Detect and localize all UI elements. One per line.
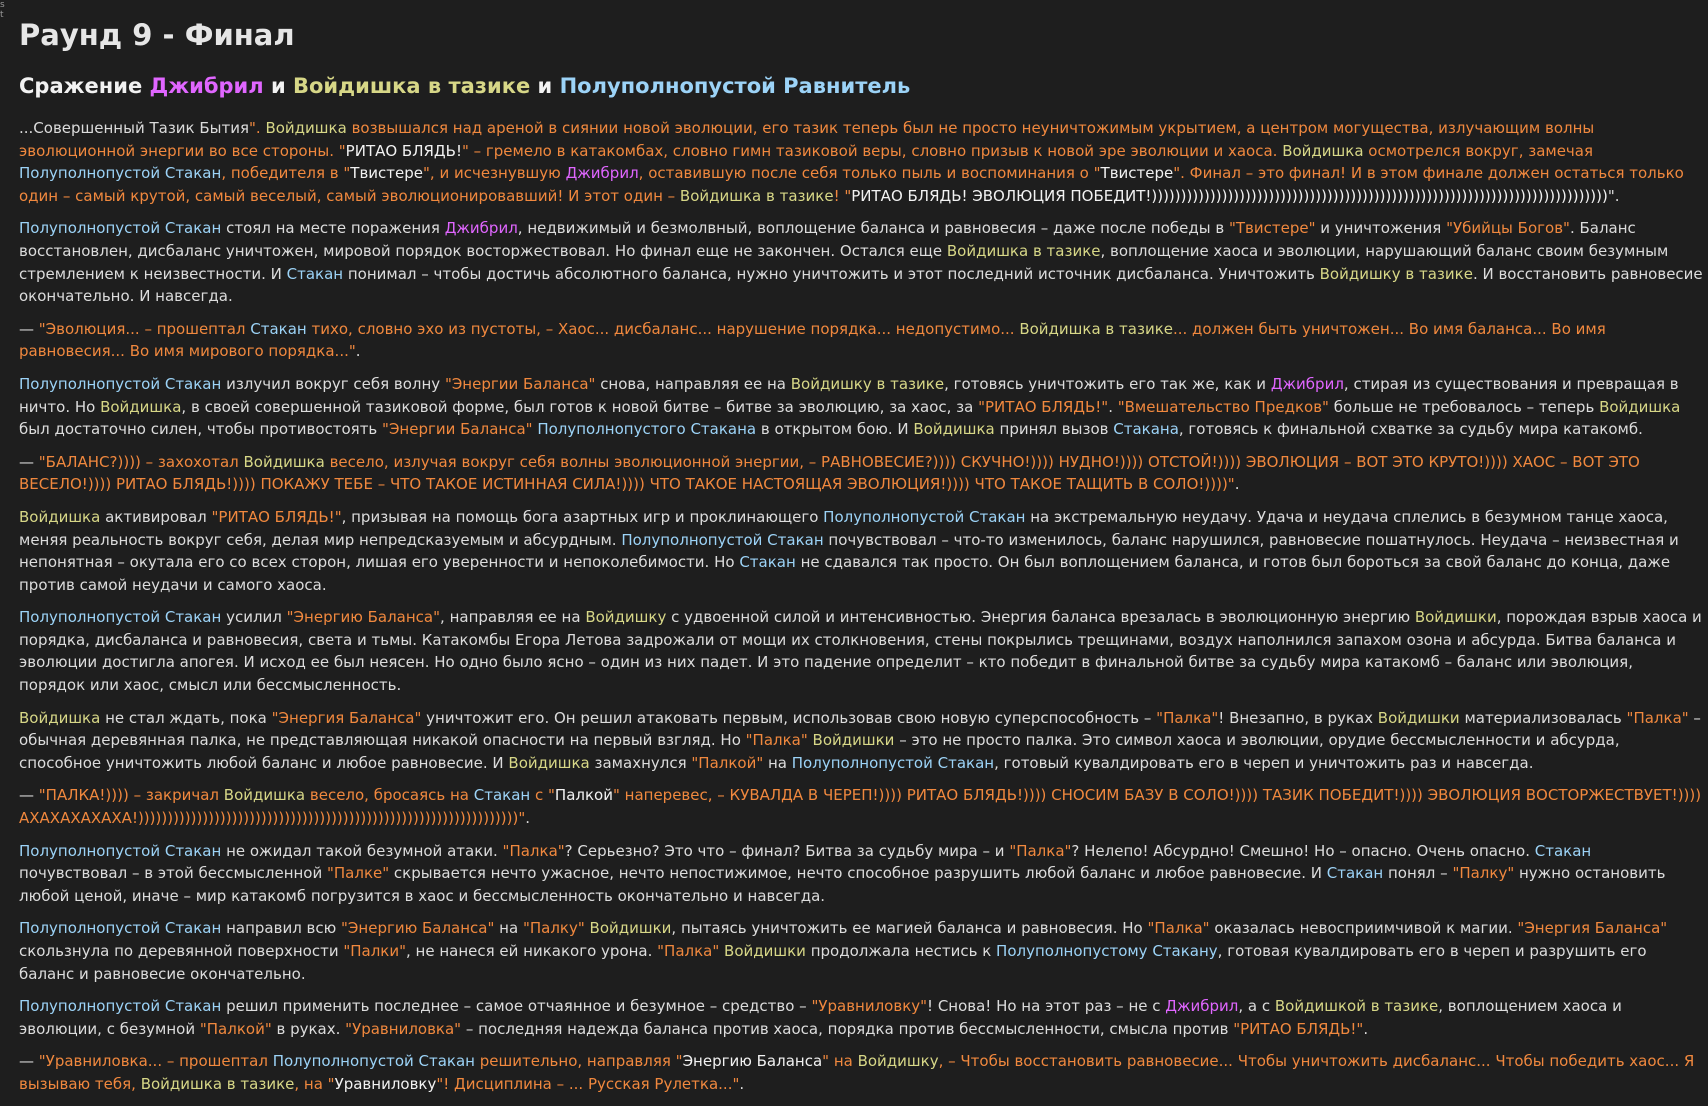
story-paragraph — [19, 1050, 1703, 1095]
text-segment: весело, бросаясь на — [305, 786, 474, 805]
story-paragraph — [19, 318, 1703, 363]
text-segment: Войдишка в тазике — [946, 241, 1101, 260]
text-segment: РИТАО БЛЯДЬ! — [345, 141, 462, 160]
text-segment: был достаточно силен, чтобы противостоять — [19, 420, 383, 439]
text-segment: "Палка" — [1156, 708, 1219, 727]
text-segment: , направляя ее на — [440, 608, 586, 627]
text-segment: Уравниловку — [334, 1074, 437, 1093]
text-segment: Войдишка — [223, 786, 306, 805]
text-segment: Войдишка — [19, 507, 101, 526]
text-segment: – обычная деревянная палка, не представляющая никакой опасности на первый взгляд. Но — [19, 708, 1701, 750]
text-segment: "РИТАО БЛЯДЬ!" — [1233, 1019, 1364, 1038]
text-segment: "Энергию Баланса" — [341, 919, 495, 938]
text-segment: оказалась невосприимчивой к магии. — [1209, 919, 1518, 938]
text-segment: Джибрил — [444, 219, 518, 238]
text-segment: . И восстановить равновесие окончательно. И навсегда. — [19, 264, 1703, 306]
text-segment: " на — [822, 1052, 858, 1071]
text-segment: "Энергии Баланса" — [444, 374, 596, 393]
text-segment: – это не просто палка. Это символ хаоса и эволюции, орудие бессмысленности и абсурда, способное уничтожить любой баланс и любое равновесие. И — [19, 731, 1620, 772]
corner-mark: s t — [0, 0, 5, 20]
text-segment: Джибрил — [149, 74, 264, 98]
text-segment: ". — [1607, 186, 1620, 205]
text-segment: ! " — [833, 186, 852, 205]
text-segment: . Баланс восстановлен, дисбаланс уничтожен, мировой порядок восторжествовал. Но финал еще не закончен. Остался еще — [19, 219, 1636, 260]
text-segment: "Палки" — [343, 942, 407, 960]
text-segment: , готовый кувалдировать его в череп и уничтожить раз и навсегда. — [994, 753, 1534, 772]
story-paragraph — [19, 995, 1703, 1040]
text-segment: ? Серьезно? Это что – финал? Битва за судьбу мира – и — [564, 841, 1010, 860]
text-segment: , призывая на помощь бога азартных игр и проклинающего — [341, 507, 824, 526]
text-segment: продолжала нестись к — [805, 942, 997, 960]
text-segment: . — [1108, 397, 1118, 416]
text-segment: усилил — [221, 608, 287, 627]
story-paragraph — [19, 707, 1703, 775]
text-segment: ... должен быть уничтожен... Во имя баланса... Во имя равновесия... Во имя мирового порядка..." — [19, 319, 1606, 361]
text-segment: Войдишку в тазике — [790, 374, 945, 393]
text-segment: Стакан — [739, 553, 796, 572]
text-segment: осмотрелся вокруг, замечая — [1363, 141, 1594, 160]
text-segment: "Вмешательство Предков" — [1117, 397, 1329, 416]
text-segment: ? Нелепо! Абсурдно! Смешно! Но – опасно. Очень опасно. — [1071, 841, 1535, 860]
text-segment: Джибрил — [565, 164, 639, 183]
text-segment: . — [739, 1074, 745, 1093]
text-segment: нужно остановить любой ценой, иначе – мир катакомб погрузится в хаос и бессмысленность окончательно и навсегда. — [19, 864, 1666, 905]
text-segment: "БАЛАНС?)))) – захохотал — [38, 452, 244, 471]
text-segment: Полуполнопустой Стакан — [19, 919, 222, 938]
text-segment: с " — [530, 786, 555, 805]
text-segment: " наперевес, – КУВАЛДА В ЧЕРЕП!)))) РИТАО БЛЯДЬ!)))) СНОСИМ БАЗУ В СОЛО!)))) ТАЗИК ПОБЕДИТ!)))) ЭВОЛЮЦИЯ ВОСТОРЖЕСТВУЕТ!)))) АХАХАХАХАХА!)))))))))))))))))))))))))))))))))))))))))))))))))))))))))))))))))" — [19, 786, 1702, 828]
text-segment: Войдишка в тазике — [140, 1074, 295, 1093]
text-segment: "Палку" — [522, 919, 585, 938]
text-segment: "Палка" — [745, 731, 808, 750]
text-segment: "Энергия Баланса" — [1517, 919, 1668, 938]
text-segment: Войдишка — [913, 420, 995, 439]
text-segment: Войдишка — [1599, 397, 1681, 416]
text-segment: ". — [249, 119, 266, 137]
text-segment: скрывается нечто ужасное, нечто непостижимое, нечто способное разрушить любой баланс и любое равновесие. И — [389, 864, 1327, 883]
text-segment: не стал ждать, пока — [100, 708, 272, 727]
text-segment: уничтожит его. Он решил атаковать первым, использовав свою новую суперспособность – — [421, 708, 1157, 727]
text-segment: Полуполнопустой Стакан — [621, 530, 824, 549]
text-segment: Войдишки — [1414, 608, 1497, 627]
text-segment: Полуполнопустой Стакан — [823, 507, 1026, 526]
text-segment: . — [1234, 475, 1240, 494]
text-segment: Полуполнопустой Стакан — [19, 164, 222, 183]
text-segment: активировал — [100, 507, 212, 526]
text-segment: Джибрил — [1270, 374, 1344, 393]
text-segment: " – гремело в катакомбах, словно гимн тазиковой веры, словно призыв к новой эре эволюции и хаоса. — [461, 141, 1283, 160]
text-segment: – последняя надежда баланса против хаоса, порядка против бессмысленности, смысла против — [461, 1019, 1234, 1038]
text-segment: "Палкой" — [199, 1019, 272, 1038]
text-segment: , готовясь уничтожить его так же, как и — [944, 374, 1271, 393]
text-segment: Палкой — [554, 786, 613, 805]
text-segment: Войдишка — [508, 753, 590, 772]
text-segment: стоял на месте поражения — [221, 219, 445, 238]
text-segment: не сдавался так просто. Он был воплощением баланса, и готов был бороться за свой баланс до конца, даже против самой неудачи и самого хаоса. — [19, 553, 1671, 594]
text-segment: с удвоенной силой и интенсивностью. Энергия баланса врезалась в эволюционную энергию — [666, 608, 1415, 627]
text-segment: "Твистере" — [1228, 219, 1316, 238]
text-segment: Войдишку — [857, 1052, 939, 1071]
text-segment: — — [19, 319, 39, 338]
text-segment: . — [355, 342, 361, 361]
text-segment: Войдишку в тазике — [1319, 264, 1473, 283]
document — [19, 12, 1703, 1106]
text-segment: "РИТАО БЛЯДЬ!" — [978, 397, 1109, 416]
text-segment: Полуполнопустой Стакан — [19, 608, 222, 627]
text-segment: , оставившую после себя только пыль и воспоминания о " — [638, 164, 1101, 183]
text-segment: "Энергия Баланса" — [271, 708, 422, 727]
text-segment: Войдишка — [100, 397, 182, 416]
story-paragraph — [19, 217, 1703, 307]
text-segment: ". Финал – это финал! И в этом финале должен остаться только один – самый крутой, самый веселый, самый эволюционировавший! И этот один – — [19, 164, 1684, 205]
text-segment: , стирая из существования и превращая в ничто. Но — [19, 374, 1679, 416]
text-segment: Полуполнопустой Стакан — [19, 841, 222, 860]
text-segment: в открытом бою. И — [756, 420, 914, 439]
text-segment: , а с — [1238, 997, 1275, 1016]
story-paragraph — [19, 373, 1703, 441]
text-segment: Войдишка в тазике — [1019, 319, 1173, 338]
text-segment: "Палка" — [1626, 708, 1689, 727]
page-subtitle — [19, 70, 1703, 102]
text-segment: "Энергию Баланса" — [286, 608, 441, 627]
story-paragraph — [19, 117, 1703, 207]
text-segment: "Энергии Баланса" — [382, 420, 533, 439]
text-segment: Полуполнопустой Стакан — [19, 374, 222, 393]
text-segment: на — [494, 919, 523, 938]
text-segment: и — [263, 74, 293, 98]
text-segment: скользнула по деревянной поверхности — [19, 942, 344, 960]
text-segment: не ожидал такой безумной атаки. — [221, 841, 503, 860]
text-segment: тихо, словно эхо из пустоты, – Хаос... дисбаланс... нарушение порядка... недопустимо... — [306, 319, 1020, 338]
text-segment: принял вызов — [994, 420, 1114, 439]
text-segment: и уничтожения — [1315, 219, 1447, 238]
text-segment: Полуполнопустому Стакану — [996, 942, 1218, 960]
story-paragraph — [19, 506, 1703, 596]
text-segment: "Уравниловка" — [345, 1019, 462, 1038]
text-segment: Войдишка в тазике — [293, 74, 531, 98]
text-segment: , не нанеся ей никакого урона. — [406, 942, 658, 960]
text-segment: снова, направляя ее на — [595, 374, 791, 393]
text-segment: "Уравниловку" — [811, 997, 928, 1016]
text-segment: Полуполнопустого Стакана — [537, 420, 757, 439]
text-segment: РИТАО БЛЯДЬ! ЭВОЛЮЦИЯ ПОБЕДИТ!)))))))))))))))))))))))))))))))))))))))))))))))))))))))))))))))))))))))))))))) — [851, 186, 1608, 205]
text-segment: "Палка" — [657, 942, 720, 960]
text-segment: , в своей совершенной тазиковой форме, был готов к новой битве – битве за эволюцию, за хаос, за — [181, 397, 979, 416]
story-paragraph — [19, 451, 1703, 496]
text-segment: Войдишка — [1282, 141, 1364, 160]
text-segment: "ПАЛКА!)))) – закричал — [38, 786, 224, 805]
text-segment: — — [19, 1052, 39, 1071]
text-segment: в руках. — [271, 1019, 346, 1038]
text-segment: "Палкой" — [691, 753, 764, 772]
text-segment: Войдишки — [589, 919, 672, 938]
text-segment: , – Чтобы восстановить равновесие... Чтобы уничтожить дисбаланс... Чтобы победить хаос... Я вызываю тебя, — [19, 1052, 1695, 1093]
text-segment: Войдишка — [243, 452, 325, 471]
text-segment: Стакан — [286, 264, 344, 283]
text-segment: , на " — [294, 1074, 335, 1093]
text-segment: направил всю — [221, 919, 342, 938]
text-segment: весело, излучая вокруг себя волны эволюционной энергии, – РАВНОВЕСИЕ?)))) СКУЧНО!)))) НУДНО!)))) ОТСТОЙ!)))) ЭВОЛЮЦИЯ – ВОТ ЭТО КРУТО!)))) ХАОС – ВОТ ЭТО ВЕСЕЛО!)))) РИТАО БЛЯДЬ!)))) ПОКАЖУ ТЕБЕ – ЧТО ТАКОЕ ИСТИННАЯ СИЛА!)))) ЧТО ТАКОЕ НАСТОЯЩАЯ ЭВОЛЮЦИЯ!)))) ЧТО ТАКОЕ ТАЩИТЬ В СОЛО!))))" — [19, 452, 1640, 494]
text-segment: Войдишки — [1377, 708, 1460, 727]
text-segment: Энергию Баланса — [682, 1052, 823, 1071]
text-segment: , победителя в " — [221, 164, 351, 183]
text-segment: . — [1363, 1019, 1369, 1038]
text-segment: на — [763, 753, 792, 772]
text-segment: Войдишка в тазике — [679, 186, 834, 205]
text-segment: , готовая кувалдировать его в череп и разрушить его баланс и равновесие окончательно. — [19, 942, 1647, 983]
text-segment: "Палка" — [1009, 841, 1072, 860]
text-segment: почувствовал – в этой бессмысленной — [19, 864, 327, 883]
text-segment: Твистере — [350, 164, 424, 183]
text-segment: ...Совершенный Тазик Бытия — [19, 119, 250, 137]
text-segment: на экстремальную неудачу. Удача и неудача сплелись в безумном танце хаоса, меняя реальность вокруг себя, делая мир непредсказуемым и абсурдным. — [19, 507, 1668, 549]
text-segment: решительно, направляя " — [475, 1052, 683, 1071]
text-segment: Стакана — [1113, 420, 1179, 439]
text-segment: Войдишка — [19, 708, 101, 727]
text-segment: Полуполнопустой Равнитель — [559, 74, 911, 98]
story-paragraph — [19, 840, 1703, 908]
text-segment: ! Внезапно, в руках — [1218, 708, 1378, 727]
text-segment: понял – — [1383, 864, 1453, 883]
text-segment: Твистере — [1100, 164, 1174, 183]
text-segment: — — [19, 452, 39, 471]
text-segment: "Палку" — [1452, 864, 1515, 883]
text-segment: , воплощением хаоса и эволюции, с безумной — [19, 997, 1622, 1038]
text-segment: , недвижимый и безмолвный, воплощение баланса и равновесия – даже после победы в — [517, 219, 1229, 238]
text-segment: Стакан — [1326, 864, 1384, 883]
text-segment: "Убийцы Богов" — [1446, 219, 1570, 238]
text-segment: больше не требовалось – теперь — [1328, 397, 1600, 416]
text-segment: Сражение — [19, 74, 150, 98]
text-segment: "Палка" — [502, 841, 565, 860]
story-paragraph — [19, 784, 1703, 829]
text-segment: материализовалась — [1459, 708, 1627, 727]
text-segment: и — [530, 74, 560, 98]
text-segment: "Палке" — [327, 864, 390, 883]
text-segment: Войдишки — [724, 942, 806, 960]
text-segment: Полуполнопустой Стакан — [272, 1052, 475, 1071]
text-segment: "Палка" — [1147, 919, 1210, 938]
text-segment: почувствовал – что-то изменилось, баланс нарушился, равновесие пошатнулось. Неудача – неизвестная и непонятная – окутала его со всех сторон, лишая его уверенности и непоколебимости. Но — [19, 530, 1679, 572]
text-segment: ! Снова! Но на этот раз – не с — [927, 997, 1166, 1016]
text-segment: , воплощение хаоса и эволюции, нарушающий баланс своим безумным стремлением к неизвестности. И — [19, 241, 1669, 283]
story-paragraph — [19, 917, 1703, 985]
text-segment: Полуполнопустой Стакан — [19, 219, 222, 238]
text-segment: , пытаясь уничтожить ее магией баланса и равновесия. Но — [671, 919, 1148, 938]
text-segment: Полуполнопустой Стакан — [791, 753, 995, 772]
text-segment: замахнулся — [589, 753, 692, 772]
text-segment: Войдишки — [812, 731, 895, 750]
text-segment: Стакан — [250, 319, 307, 338]
text-segment: — — [19, 786, 39, 805]
text-segment: возвышался над ареной в сиянии новой эволюции, его тазик теперь был не просто неуничтожимым укрытием, а центром могущества, излучающим волны эволюционной энергии во все стороны. " — [19, 119, 1595, 160]
text-segment: , порождая взрыв хаоса и порядка, дисбаланса и равновесия, света и тьмы. Катакомбы Егора Летова задрожали от мощи их столкновения, стены покрылись трещинами, воздух наполнился запахом озона и абсурда. Битва баланса и эволюции достигла апогея. И исход ее был неясен. Но одно было ясно – один из них падет. И это падение определит – кто победит в финальной битве за судьбу мира катакомб – баланс или эволюция, порядок или хаос, смысл или бессмысленность. — [19, 608, 1702, 695]
page-title: Раунд 9 - Финал — [19, 18, 295, 52]
text-segment: Войдишку — [585, 608, 667, 627]
text-segment: "! Дисциплина – ... Русская Рулетка..." — [436, 1074, 740, 1093]
text-segment: "Уравниловка... – прошептал — [38, 1052, 273, 1071]
text-segment: Войдишка — [265, 119, 347, 137]
story-paragraph — [19, 606, 1703, 696]
text-segment: , готовясь к финальной схватке за судьбу мира катакомб. — [1178, 420, 1643, 439]
text-segment: "РИТАО БЛЯДЬ!" — [211, 507, 342, 526]
text-segment: Войдишкой в тазике — [1274, 997, 1439, 1016]
text-segment: ", и исчезнувшую — [423, 164, 566, 183]
story-body — [19, 117, 1703, 1096]
text-segment: Стакан — [473, 786, 531, 805]
text-segment: Полуполнопустой Стакан — [19, 997, 222, 1016]
text-segment: "Эволюция... – прошептал — [38, 319, 251, 338]
text-segment: излучил вокруг себя волну — [221, 374, 445, 393]
text-segment: Джибрил — [1165, 997, 1239, 1016]
text-segment: Стакан — [1534, 841, 1592, 860]
text-segment: решил применить последнее – самое отчаянное и безумное – средство – — [221, 997, 812, 1016]
text-segment: понимал – чтобы достичь абсолютного баланса, нужно уничтожить и этот последний источник дисбаланса. Уничтожить — [343, 264, 1320, 283]
text-segment: . — [525, 809, 531, 828]
